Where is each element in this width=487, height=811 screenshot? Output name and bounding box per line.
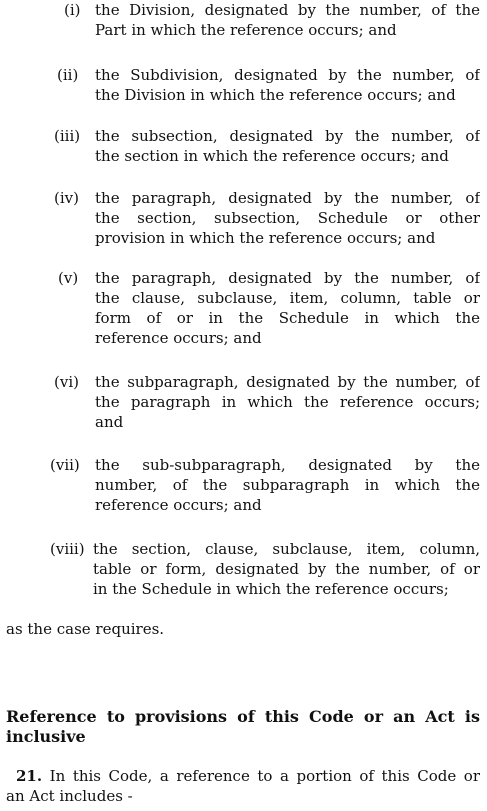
item-text [95,268,480,348]
item-text [93,539,480,599]
item-number: (viii) [50,540,85,558]
item-text-line: the clause, subclause, item, column, table or [95,289,480,307]
item-text-line: the paragraph in which the reference occurs; [95,393,480,411]
clause-line: an Act includes - [6,787,133,805]
item-text-line: the Division, designated by the number, of the [95,1,480,19]
item-number: (v) [58,269,79,287]
item-text-line: provision in which the reference occurs; and [95,229,436,247]
item-text-line: the paragraph, designated by the number, of [95,189,480,207]
closing-text: as the case requires. [6,620,165,638]
item-text [95,65,480,105]
heading-line: inclusive [6,727,86,746]
clause-line [6,766,480,786]
item-number: (iii) [54,127,81,145]
item-number: (i) [64,1,81,19]
heading-line: Reference to provisions of this Code or an Act is [6,707,480,726]
item-text-line: reference occurs; and [95,496,262,514]
item-text-line: the section, clause, subclause, item, column, [93,540,480,558]
item-text [95,126,480,166]
item-text-line: and [95,413,124,431]
item-text-line: the section, subsection, Schedule or other [95,209,480,227]
item-text-line: form of or in the Schedule in which the [95,309,480,327]
clause-21 [6,766,480,806]
section-heading [6,706,480,746]
item-text-line: the section in which the reference occurs; and [95,147,449,165]
item-number: (iv) [54,189,79,207]
item-text-line: the subsection, designated by the number, of [95,127,480,145]
item-text [95,455,480,515]
item-text-line: number, of the subparagraph in which the [95,476,480,494]
item-text [95,372,480,432]
item-text [95,188,480,248]
item-text-line: the Division in which the reference occurs; and [95,86,456,104]
item-text [95,0,480,40]
item-text-line: table or form, designated by the number, of or [93,560,480,578]
item-number: (vi) [54,373,79,391]
item-text-line: the subparagraph, designated by the number, of [95,373,480,391]
item-text-line: the paragraph, designated by the number, of [95,269,480,287]
item-text-line: in the Schedule in which the reference occurs; [93,580,449,598]
item-text-line: reference occurs; and [95,329,262,347]
item-text-line: the Subdivision, designated by the number, of [95,66,480,84]
item-text-line: Part in which the reference occurs; and [95,21,397,39]
item-text-line: the sub-subparagraph, designated by the [95,456,480,474]
clause-text: In this Code, a reference to a portion of this Code or [49,767,480,785]
item-number: (vii) [50,456,80,474]
item-number: (ii) [57,66,79,84]
clause-number: 21. [16,767,43,785]
